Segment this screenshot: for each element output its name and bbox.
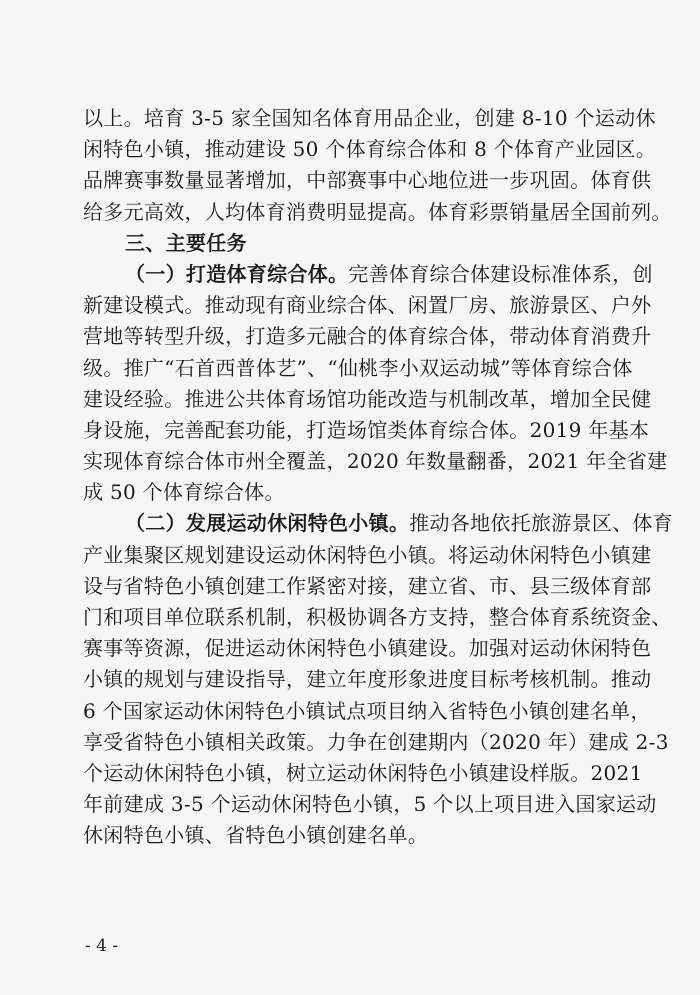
body-text xyxy=(83,103,674,852)
line-text: 设与省特色小镇创建工作紧密对接，建立省、市、县三级体育部 xyxy=(83,573,652,598)
text-line xyxy=(83,602,672,633)
subsection-title: （二）发展运动休闲特色小镇。 xyxy=(125,511,410,536)
line-text: 年前建成 3-5 个运动休闲特色小镇，5 个以上项目进入国家运动 xyxy=(83,792,657,817)
text-line xyxy=(83,727,669,758)
text-line xyxy=(83,165,652,196)
line-text: 完善体育综合体建设标准体系，创 xyxy=(348,261,653,286)
line-text: 身设施，完善配套功能，打造场馆类体育综合体。2019 年基本 xyxy=(83,417,650,442)
line-text: 推动各地依托旅游景区、体育 xyxy=(409,511,674,536)
line-text: 三、主要任务 xyxy=(125,230,247,255)
text-line xyxy=(83,134,657,165)
text-line xyxy=(83,384,652,415)
line-text: 级。推广“石首西普体艺”、“仙桃李小双运动城”等体育综合体 xyxy=(83,355,633,380)
line-text: 门和项目单位联系机制，积极协调各方支持，整合体育系统资金、 xyxy=(83,605,672,629)
line-text: 建设经验。推进公共体育场馆功能改造与机制改革，增加全民健 xyxy=(83,386,652,411)
text-line xyxy=(83,820,623,851)
line-text: 成 50 个体育综合体。 xyxy=(83,480,285,505)
line-text: 闲特色小镇，推动建设 50 个体育综合体和 8 个体育产业园区。 xyxy=(83,137,657,162)
section-heading xyxy=(83,228,623,259)
line-text: 6 个国家运动休闲特色小镇试点项目纳入省特色小镇创建名单， xyxy=(83,698,651,723)
line-text: 小镇的规划与建设指导，建立年度形象进度目标考核机制。推动 xyxy=(83,667,652,692)
text-line xyxy=(83,321,652,352)
text-line xyxy=(83,259,653,290)
line-text: 休闲特色小镇、省特色小镇创建名单。 xyxy=(83,823,429,848)
text-line xyxy=(83,633,652,664)
text-line xyxy=(83,446,668,477)
text-line xyxy=(83,353,633,384)
text-line xyxy=(83,789,657,820)
text-line xyxy=(83,540,652,571)
text-line xyxy=(83,571,652,602)
line-text: 赛事等资源，促进运动休闲特色小镇建设。加强对运动休闲特色 xyxy=(83,636,652,661)
text-line xyxy=(83,508,674,539)
line-text: 品牌赛事数量显著增加，中部赛事中心地位进一步巩固。体育供 xyxy=(83,168,652,193)
text-line xyxy=(83,415,650,446)
text-line xyxy=(83,696,651,727)
text-line xyxy=(83,290,652,321)
line-text: 营地等转型升级，打造多元融合的体育综合体，带动体育消费升 xyxy=(83,324,652,349)
line-text: 新建设模式。推动现有商业综合体、闲置厂房、旅游景区、户外 xyxy=(83,293,652,318)
line-text: 给多元高效，人均体育消费明显提高。体育彩票销量居全国前列。 xyxy=(83,199,672,224)
text-line xyxy=(83,197,672,228)
line-text: 享受省特色小镇相关政策。力争在创建期内（2020 年）建成 2-3 xyxy=(83,729,669,754)
text-line xyxy=(83,664,652,695)
line-text: 实现体育综合体市州全覆盖，2020 年数量翻番，2021 年全省建 xyxy=(83,449,668,474)
text-line xyxy=(83,758,643,789)
line-text: 以上。培育 3-5 家全国知名体育用品企业，创建 8-10 个运动休 xyxy=(83,106,656,130)
line-text: 个运动休闲特色小镇，树立运动休闲特色小镇建设样版。2021 xyxy=(83,760,643,785)
page-number: - 4 - xyxy=(85,936,119,956)
subsection-title: （一）打造体育综合体。 xyxy=(125,261,349,286)
text-line xyxy=(83,477,623,508)
text-line xyxy=(83,103,656,134)
line-text: 产业集聚区规划建设运动休闲特色小镇。将运动休闲特色小镇建 xyxy=(83,542,652,567)
